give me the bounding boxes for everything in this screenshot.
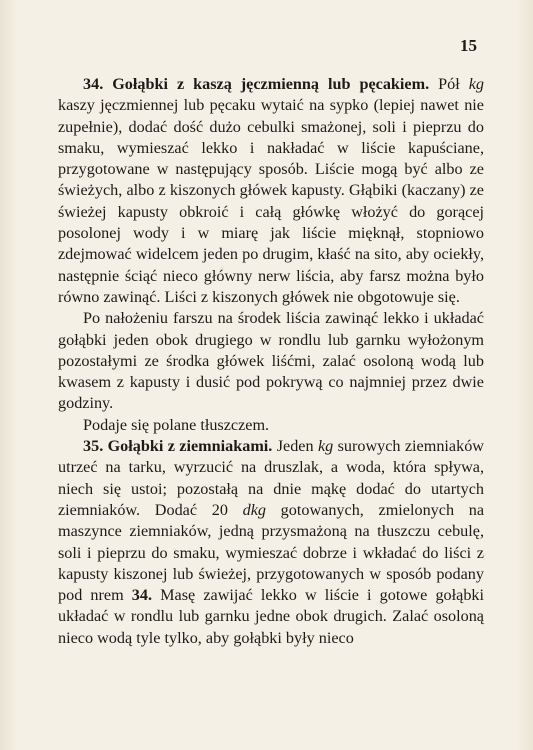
recipe-35-text-a: Jeden — [272, 437, 318, 456]
unit-kg: kg — [468, 75, 484, 93]
recipe-35-text-d: Masę zawijać lekko w liście i gotowe gołąbki układać w rondlu lub garnku jedne obok drugich. Zalać osoloną nieco wodą tyle tylko, aby gołąbki były nieco — [58, 586, 485, 647]
recipe-35-number: 35. — [83, 437, 104, 456]
recipe-34-text-b: kaszy jęczmiennej lub pęcaku wytaić na sypko (lepiej nawet nie zupełnie), dodać dość dużo cebulki smażonej, soli i pieprzu do smaku, wymieszać lekko i nakładać w liście kapuściane, przygotowane w następujący sposób. Liście mogą być albo ze świeżych, albo z kiszonych główek kapusty. Głąbiki (kaczany) ze świeżej kapusty obkroić i całą główkę włożyć do gorącej posolonej wody i w miarę jak liście mięknął, stopniowo zdejmować widelcem jeden po drugim, kłaść na sito, aby ociekły, następnie ściąć nieco główny nerw liścia, aby farsz można było równo zawinąć. Liści z kiszonych główek nie obgotowuje się. — [58, 96, 484, 306]
recipe-34-paragraph-3: Podaje się polane tłuszczem. — [83, 415, 270, 434]
unit-kg-2: kg — [317, 437, 334, 456]
unit-dkg: dkg — [242, 500, 266, 519]
recipe-34-paragraph-2: Po nałożeniu farszu na środek liścia zawinąć lekko i układać gołąbki jeden obok drugiego w rondlu lub garnku wyłożonym pozostałymi ze środka główek liśćmi, zalać osoloną wodą lub kwasem z kapusty i dusić pod pokrywą co najmniej przez dwie godziny. — [58, 309, 484, 413]
recipe-35-text-c: gotowanych, zmielonych na maszynce ziemniaków, jedną przysmażoną na tłuszczu cebulę, soli i pieprzu do smaku, wymieszać dobrze i wkładać do liści z kapusty kiszonej lub świeżej, przygotowanych w sposób podany pod nrem — [58, 500, 484, 605]
recipe-reference: 34. — [131, 586, 153, 605]
recipe-35-title: Gołąbki z ziemniakami. — [107, 437, 273, 456]
page-number: 15 — [460, 36, 477, 55]
recipe-34-paragraph — [58, 74, 484, 308]
recipe-35-text-b: surowych ziemniaków utrzeć na tarku, wyrzucić na druszlak, a woda, która spływa, niech się ustoi; pozostałą na dnie mąkę dodać do utartych ziemniaków. Dodać 20 — [58, 437, 484, 519]
recipe-34-number: 34. — [83, 75, 104, 93]
recipe-35-paragraph — [58, 436, 484, 649]
recipe-34-text-a: Pół — [438, 75, 469, 93]
page-body — [58, 74, 484, 649]
recipe-34-title: Gołąbki z kaszą jęczmienną lub pęcakiem. — [112, 75, 430, 93]
